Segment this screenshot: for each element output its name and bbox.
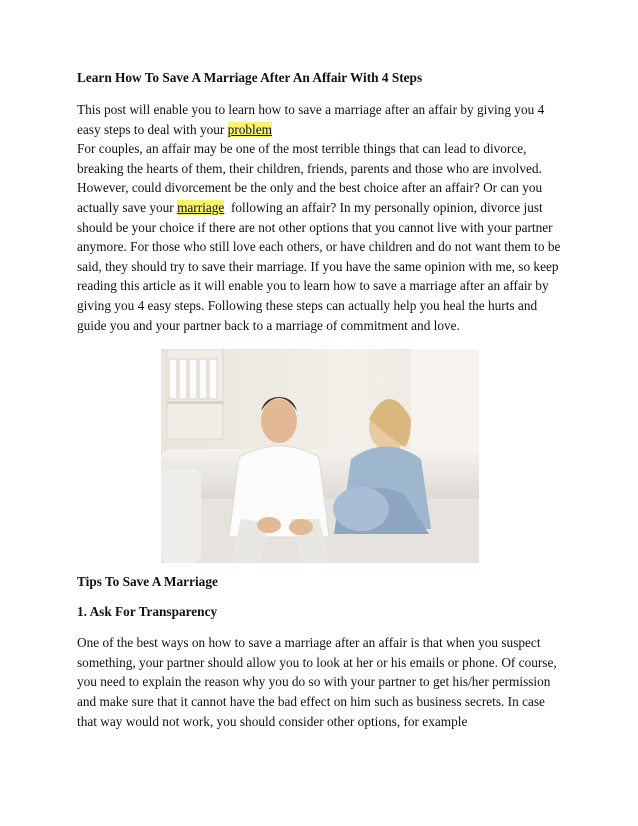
couple-photo: [161, 349, 479, 563]
highlighted-link-problem[interactable]: problem: [227, 121, 272, 137]
document-page: [77, 68, 567, 731]
paragraph-1-text-post: following an affair? In my personally opinion, divorce just should be your choice if there are not other options that you cannot live with your partner anymore. For those who still love each others, or have children and do not want them to be said, they should try to save their marriage. If you have the same opinion with me, so keep reading this article as it will enable you to learn how to save a marriage after an affair by giving you 4 easy steps. Following these steps can actually help you heal the hurts and guide you and your partner back to a marriage of commitment and love.: [77, 199, 564, 333]
section-title: Tips To Save A Marriage: [77, 574, 218, 590]
paragraph-1-text-pre: For couples, an affair may be one of the most terrible things that can lead to divorce, breaking the hearts of them, their children, friends, parents and those who are involved. However, could divorcement be the only and the best choice after an affair? Or can you actually save your: [77, 141, 543, 215]
step-1-paragraph: One of the best ways on how to save a marriage after an affair is that when you suspect something, your partner should allow you to look at her or his emails or phone. Of course, you need to explain the reason why you do so with your partner to get his/her permission and make sure that it cannot have the bad effect on him such as business secrets. In case that way would not work, you should consider other options, for example: [77, 635, 557, 729]
intro-text: This post will enable you to learn how to save a marriage after an affair by giving you 4 easy steps to deal with your: [77, 102, 545, 137]
highlighted-link-marriage[interactable]: marriage: [177, 199, 225, 215]
paragraph-1: [77, 139, 567, 335]
article-title: Learn How To Save A Marriage After An Affair With 4 Steps: [77, 70, 423, 85]
intro-paragraph: [77, 100, 567, 139]
step-1-title: 1. Ask For Transparency: [77, 604, 218, 620]
